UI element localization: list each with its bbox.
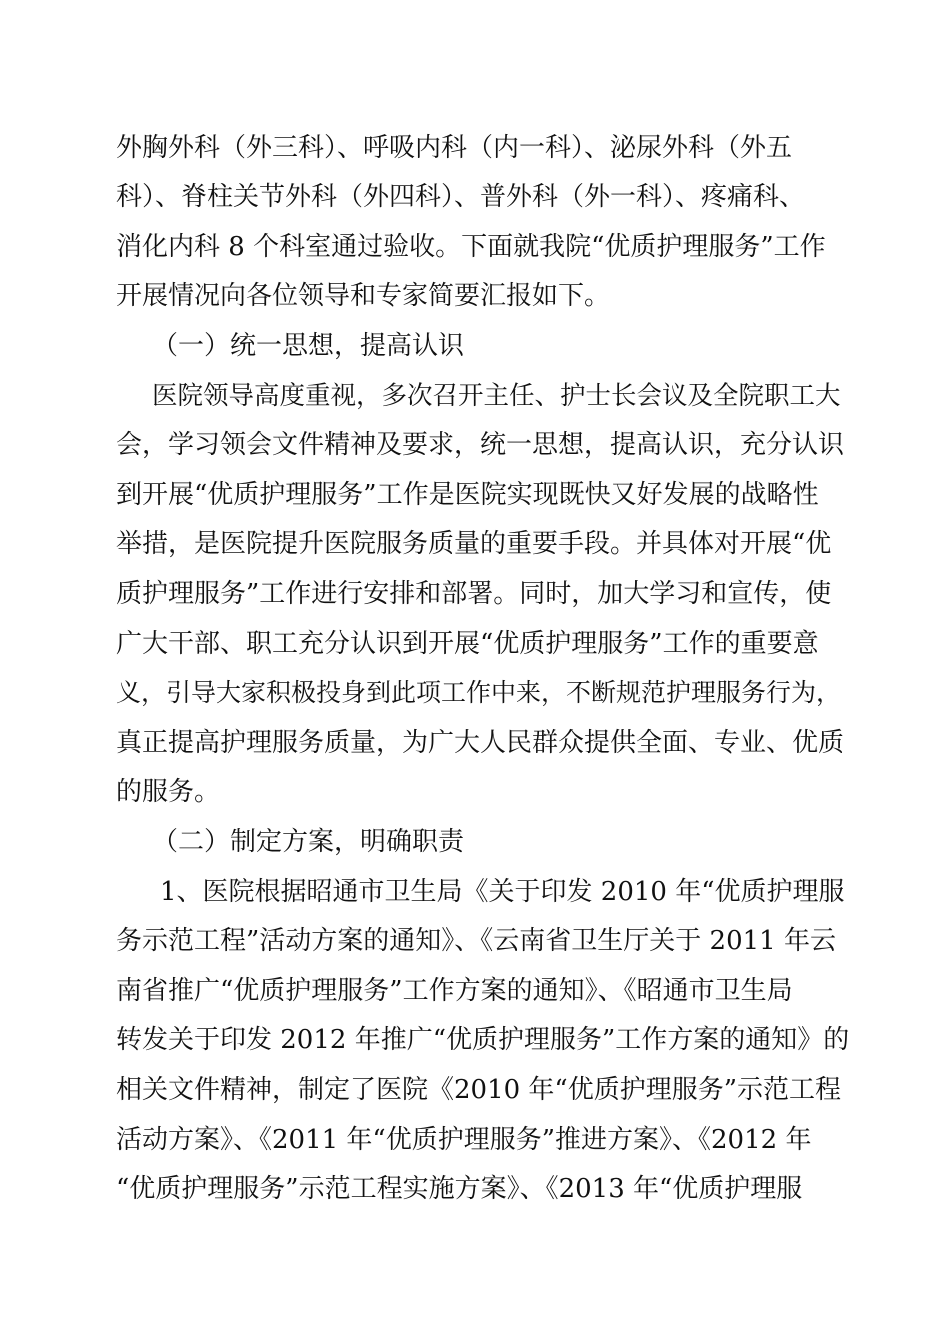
text-line: 的服务。 bbox=[116, 777, 221, 807]
text-line: 1、医院根据昭通市卫生局《关于印发 2010 年“优质护理服 bbox=[160, 877, 845, 907]
text-line: 医院领导高度重视，多次召开主任、护士长会议及全院职工大 bbox=[152, 381, 841, 411]
text-line: 相关文件精神，制定了医院《2010 年“优质护理服务”示范工程 bbox=[116, 1075, 842, 1105]
text-line: 活动方案》、《2011 年“优质护理服务”推进方案》、《2012 年 bbox=[116, 1125, 812, 1155]
text-line: 科）、脊柱关节外科（外四科）、普外科（外一科）、疼痛科、 bbox=[116, 182, 806, 212]
section-heading: （一）统一思想，提高认识 bbox=[152, 331, 465, 361]
text-line: 义，引导大家积极投身到此项工作中来，不断规范护理服务行为， bbox=[116, 678, 842, 707]
text-line: 南省推广“优质护理服务”工作方案的通知》、《昭通市卫生局 bbox=[116, 976, 793, 1006]
text-line: 真正提高护理服务质量，为广大人民群众提供全面、专业、优质 bbox=[116, 728, 845, 758]
text-line: 广大干部、职工充分认识到开展“优质护理服务”工作的重要意 bbox=[116, 629, 819, 659]
section-heading: （二）制定方案，明确职责 bbox=[152, 827, 465, 857]
text-line: 举措，是医院提升医院服务质量的重要手段。并具体对开展“优 bbox=[116, 529, 832, 559]
text-line: 开展情况向各位领导和专家简要汇报如下。 bbox=[116, 281, 611, 311]
text-line: 转发关于印发 2012 年推广“优质护理服务”工作方案的通知》的 bbox=[116, 1025, 850, 1055]
text-line: 质护理服务”工作进行安排和部署。同时，加大学习和宣传，使 bbox=[116, 579, 832, 609]
text-line: 消化内科 8 个科室通过验收。下面就我院“优质护理服务”工作 bbox=[116, 232, 826, 262]
text-line: 会，学习领会文件精神及要求，统一思想，提高认识，充分认识 bbox=[116, 430, 845, 460]
text-line: 到开展“优质护理服务”工作是医院实现既快又好发展的战略性 bbox=[116, 480, 819, 510]
text-line: 务示范工程”活动方案的通知》、《云南省卫生厅关于 2011 年云 bbox=[116, 926, 836, 956]
text-line: “优质护理服务”示范工程实施方案》、《2013 年“优质护理服 bbox=[116, 1174, 803, 1204]
text-line: 外胸外科（外三科）、呼吸内科（内一科）、泌尿外科（外五 bbox=[116, 133, 793, 163]
